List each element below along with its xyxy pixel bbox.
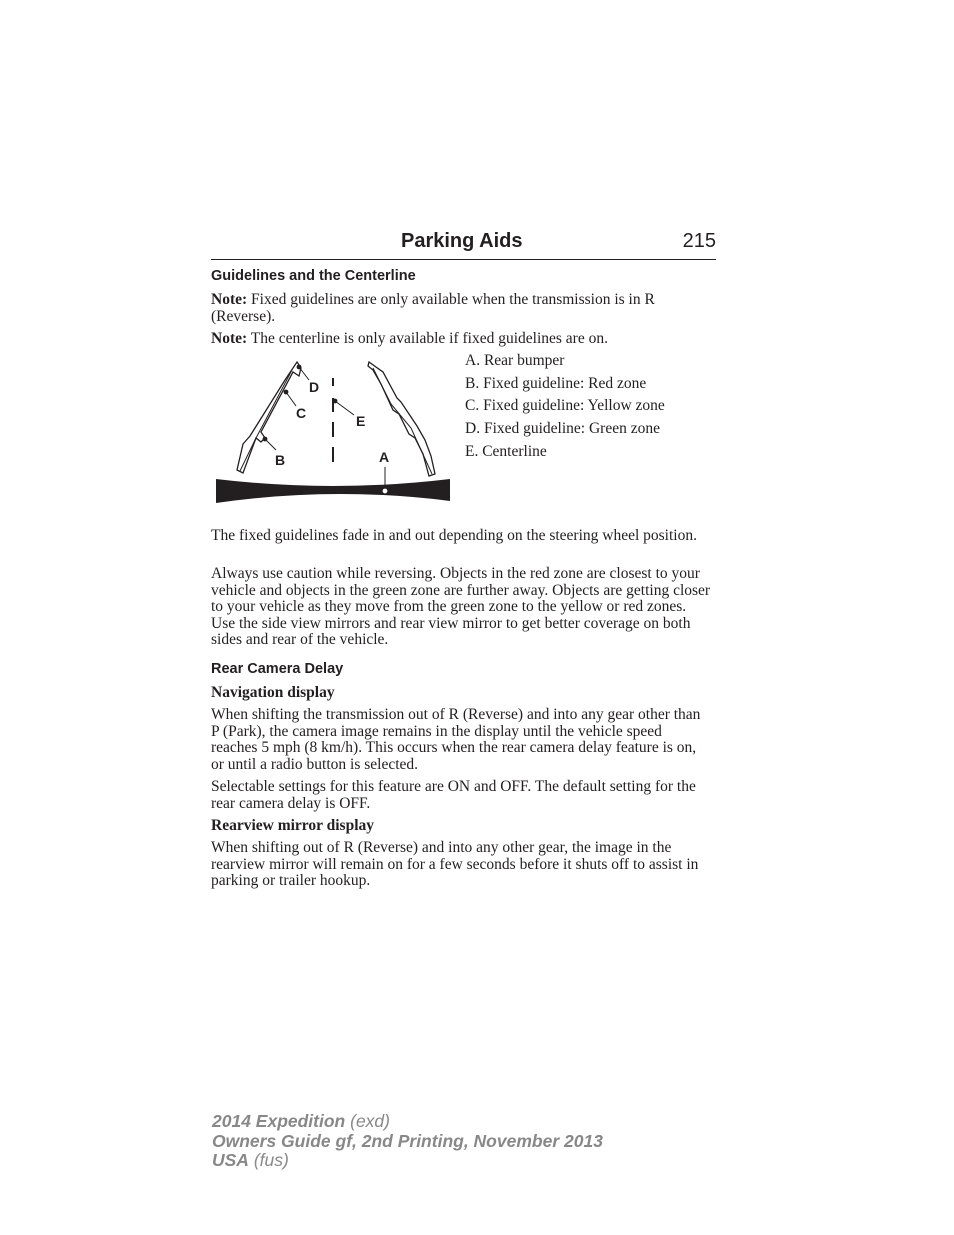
footer-line: USA (fus) [212, 1150, 289, 1170]
footer-line: 2014 Expedition (exd) [212, 1111, 390, 1131]
legend-item: B. Fixed guideline: Red zone [465, 374, 647, 392]
legend-item: C. Fixed guideline: Yellow zone [465, 397, 665, 415]
footer-line: Owners Guide gf, 2nd Printing, November 2013 [212, 1130, 603, 1151]
label-c: C [296, 405, 307, 421]
paragraph-mirror: When shifting out of R (Reverse) and into any other gear, the image in the rearview mirror will remain on for a few seconds before it shuts off to assist in parking or trailer hookup. [211, 839, 699, 889]
label-e: E [356, 413, 366, 429]
rear-camera-delay-heading: Rear Camera Delay [211, 661, 344, 677]
rear-bumper [216, 479, 450, 503]
page-header [211, 229, 716, 260]
paragraph-nav-delay: When shifting the transmission out of R (Reverse) and into any gear other than P (Park), the camera image remains in the display until the vehicle speed reaches 5 mph (8 km/h). This occurs when the rear camera delay feature is on, or until a radio button is selected. [211, 706, 701, 773]
note-transmission [211, 292, 711, 325]
section-title: Parking Aids [401, 230, 523, 252]
note-label: Note: [211, 330, 248, 347]
note-text: Fixed guidelines are only available when the transmission is in R (Reverse). [211, 291, 655, 325]
guidelines-heading: Guidelines and the Centerline [211, 268, 416, 284]
page-footer [212, 1112, 603, 1171]
rear-camera-guidelines-diagram [213, 358, 453, 508]
legend-item: A. Rear bumper [465, 352, 565, 369]
paragraph-caution: Always use caution while reversing. Objects in the red zone are closest to your vehicle and objects in the green zone are further away. Objects are getting closer to your vehicle as they move from the green zone to the yellow or red zones. Use the side view mirrors and rear view mirror to get better coverage on both sides and rear of the vehicle. [211, 565, 711, 648]
label-a: A [379, 449, 390, 465]
legend-item: E. Centerline [465, 442, 547, 460]
rearview-mirror-heading: Rearview mirror display [211, 817, 375, 834]
label-b: B [275, 452, 286, 468]
diagram-legend [465, 352, 665, 465]
paragraph-nav-settings: Selectable settings for this feature are ON and OFF. The default setting for the rear camera delay is OFF. [211, 778, 696, 812]
note-text: The centerline is only available if fixed guidelines are on. [247, 330, 608, 347]
page-number: 215 [682, 230, 716, 252]
label-d: D [309, 379, 320, 395]
navigation-display-heading: Navigation display [211, 684, 335, 701]
note-label: Note: [211, 291, 248, 308]
paragraph-fade: The fixed guidelines fade in and out depending on the steering wheel position. [211, 527, 697, 544]
note-centerline [211, 331, 711, 348]
legend-item: D. Fixed guideline: Green zone [465, 420, 660, 438]
